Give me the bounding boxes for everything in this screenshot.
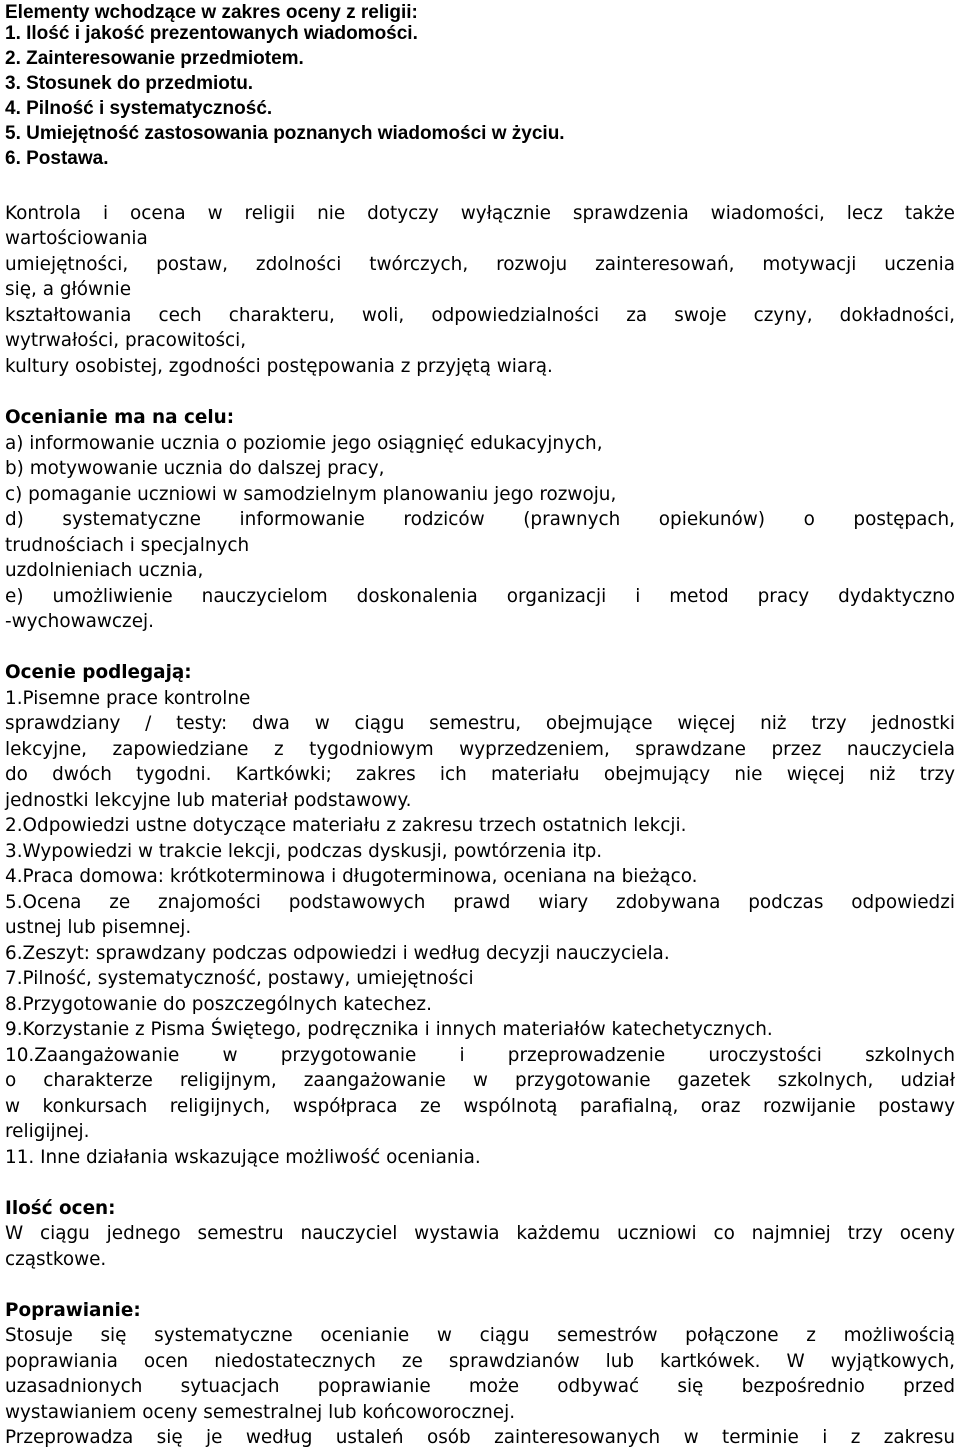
correction-line: Przeprowadza się je według ustaleń osób zainteresowanych w terminie i z zakresu (5, 1427, 955, 1448)
subjects-title: Ocenie podlegają: (5, 662, 192, 683)
element-item: 3. Stosunek do przedmiotu. (5, 73, 254, 94)
subject-line: 1.Pisemne prace kontrolne (5, 688, 251, 709)
subject-line: sprawdziany / testy: dwa w ciągu semestru, obejmujące więcej niż trzy jednostki (5, 713, 955, 734)
intro-line: Kontrola i ocena w religii nie dotyczy wyłącznie sprawdzenia wiadomości, lecz także (5, 203, 955, 224)
count-line: W ciągu jednego semestru nauczyciel wystawia każdemu uczniowi co najmniej trzy oceny (5, 1223, 955, 1244)
goal-line: trudnościach i specjalnych (5, 535, 250, 556)
element-item: 6. Postawa. (5, 148, 109, 169)
intro-line: wartościowania (5, 228, 148, 249)
count-title: Ilość ocen: (5, 1198, 116, 1219)
subject-line: jednostki lekcyjne lub materiał podstawowy. (5, 790, 412, 811)
element-item: 5. Umiejętność zastosowania poznanych wiadomości w życiu. (5, 123, 565, 144)
goal-line: -wychowawczej. (5, 611, 154, 632)
subject-line: 7.Pilność, systematyczność, postawy, umiejętności (5, 968, 474, 989)
subject-line: lekcyjne, zapowiedziane z tygodniowym wyprzedzeniem, sprawdzane przez nauczyciela (5, 739, 955, 760)
correction-line: Stosuje się systematyczne ocenianie w ciągu semestrów połączone z możliwością (5, 1325, 955, 1346)
subject-line: do dwóch tygodni. Kartkówki; zakres ich materiału obejmujący nie więcej niż trzy (5, 764, 955, 785)
subject-line: 6.Zeszyt: sprawdzany podczas odpowiedzi i według decyzji nauczyciela. (5, 943, 670, 964)
intro-line: umiejętności, postaw, zdolności twórczych, rozwoju zainteresowań, motywacji uczenia (5, 254, 955, 275)
subject-line: o charakterze religijnym, zaangażowanie w przygotowanie gazetek szkolnych, udział (5, 1070, 955, 1091)
correction-title: Poprawianie: (5, 1300, 141, 1321)
count-line: cząstkowe. (5, 1249, 107, 1270)
intro-line: kultury osobistej, zgodności postępowania z przyjętą wiarą. (5, 356, 553, 377)
subject-line: 4.Praca domowa: krótkoterminowa i długoterminowa, oceniana na bieżąco. (5, 866, 698, 887)
subject-line: religijnej. (5, 1121, 90, 1142)
goal-line: c) pomaganie uczniowi w samodzielnym planowaniu jego rozwoju, (5, 484, 617, 505)
element-item: 2. Zainteresowanie przedmiotem. (5, 48, 304, 69)
goal-line: a) informowanie ucznia o poziomie jego osiągnięć edukacyjnych, (5, 433, 603, 454)
element-item: 4. Pilność i systematyczność. (5, 98, 273, 119)
subject-line: 11. Inne działania wskazujące możliwość oceniania. (5, 1147, 481, 1168)
goal-line: e) umożliwienie nauczycielom doskonalenia organizacji i metod pracy dydaktyczno (5, 586, 955, 607)
subject-line: 2.Odpowiedzi ustne dotyczące materiału z zakresu trzech ostatnich lekcji. (5, 815, 687, 836)
intro-line: kształtowania cech charakteru, woli, odpowiedzialności za swoje czyny, dokładności, (5, 305, 955, 326)
goal-line: b) motywowanie ucznia do dalszej pracy, (5, 458, 385, 479)
subject-line: 10.Zaangażowanie w przygotowanie i przeprowadzenie uroczystości szkolnych (5, 1045, 955, 1066)
subject-line: 3.Wypowiedzi w trakcie lekcji, podczas dyskusji, powtórzenia itp. (5, 841, 603, 862)
elements-title: Elementy wchodzące w zakres oceny z religii: (5, 2, 418, 23)
correction-line: wystawianiem oceny semestralnej lub końcoworocznej. (5, 1402, 516, 1423)
subject-line: w konkursach religijnych, współpraca ze wspólnotą parafialną, oraz rozwijanie postawy (5, 1096, 955, 1117)
subject-line: 9.Korzystanie z Pisma Świętego, podręcznika i innych materiałów katechetycznych. (5, 1019, 773, 1040)
goals-title: Ocenianie ma na celu: (5, 407, 235, 428)
subject-line: 5.Ocena ze znajomości podstawowych prawd wiary zdobywana podczas odpowiedzi (5, 892, 955, 913)
correction-line: poprawiania ocen niedostatecznych ze sprawdzianów lub kartkówek. W wyjątkowych, (5, 1351, 955, 1372)
subject-line: ustnej lub pisemnej. (5, 917, 192, 938)
correction-line: uzasadnionych sytuacjach poprawianie może odbywać się bezpośrednio przed (5, 1376, 955, 1397)
goal-line: d) systematyczne informowanie rodziców (prawnych opiekunów) o postępach, (5, 509, 955, 530)
subject-line: 8.Przygotowanie do poszczególnych katechez. (5, 994, 432, 1015)
intro-line: się, a głównie (5, 279, 132, 300)
goal-line: uzdolnieniach ucznia, (5, 560, 204, 581)
element-item: 1. Ilość i jakość prezentowanych wiadomości. (5, 23, 418, 44)
intro-line: wytrwałości, pracowitości, (5, 330, 247, 351)
